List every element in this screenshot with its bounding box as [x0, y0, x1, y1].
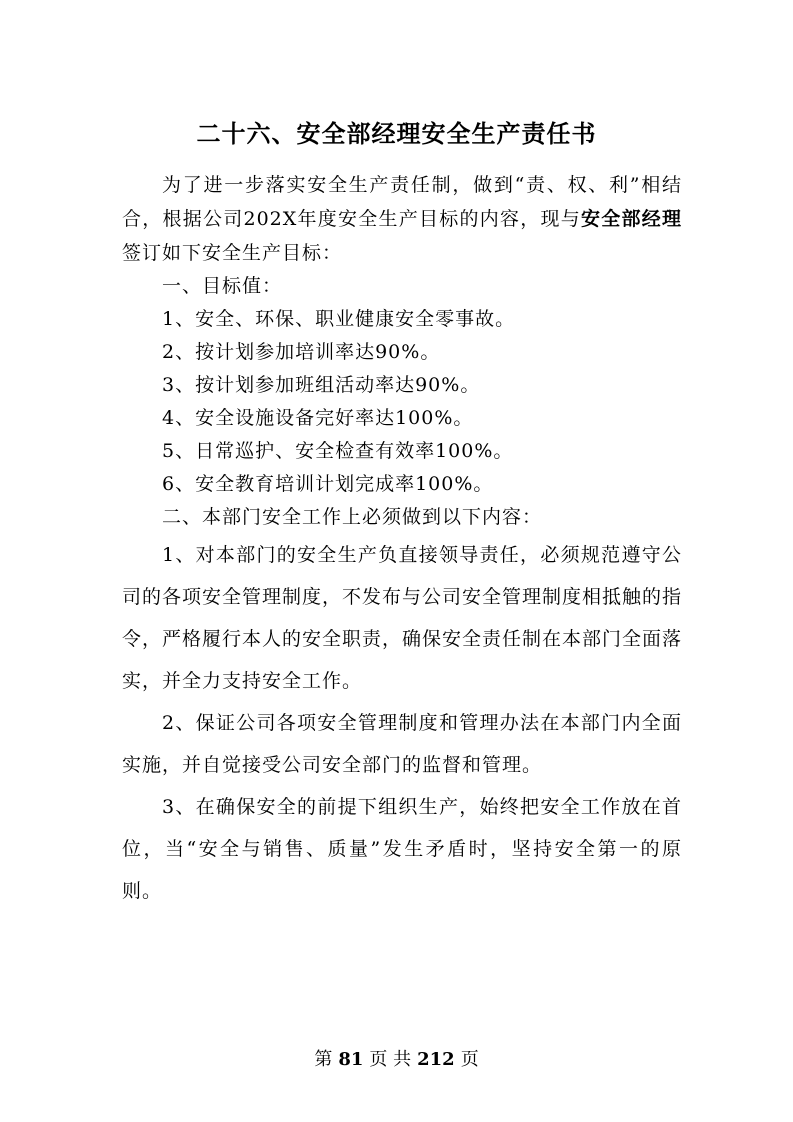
target-item-1: 1、安全、环保、职业健康安全零事故。	[162, 308, 516, 330]
target-item-4: 4、安全设施设备完好率达100%。	[162, 407, 474, 429]
duty-paragraph-3: 3、在确保安全的前提下组织生产，始终把安全工作放在首位，当“安全与销售、质量”发生矛盾时，坚持安全第一的原则。	[122, 796, 682, 902]
intro-text-after: 签订如下安全生产目标：	[122, 242, 343, 264]
intro-text-bold: 安全部经理	[581, 208, 682, 230]
footer-suffix: 页	[460, 1049, 479, 1070]
page-footer	[0, 1045, 793, 1071]
section2-heading: 二、本部门安全工作上必须做到以下内容：	[162, 506, 543, 528]
target-item-3: 3、按计划参加班组活动率达90%。	[162, 374, 481, 396]
duty-paragraph-2: 2、保证公司各项安全管理制度和管理办法在本部门内全面实施，并自觉接受公司安全部门的监督和管理。	[122, 712, 682, 776]
footer-prefix: 第	[314, 1049, 333, 1070]
duty-paragraph-1: 1、对本部门的安全生产负直接领导责任，必须规范遵守公司的各项安全管理制度，不发布与公司安全管理制度相抵触的指令，严格履行本人的安全职责，确保安全责任制在本部门全面落实，并全力支持安全工作。	[122, 544, 683, 692]
target-item-2: 2、按计划参加培训率达90%。	[162, 341, 441, 363]
document-title: 二十六、安全部经理安全生产责任书	[196, 119, 597, 148]
page-number: 81	[338, 1049, 364, 1070]
target-item-5: 5、日常巡护、安全检查有效率100%。	[162, 440, 514, 462]
intro-text-before: 为了进一步落实安全生产责任制，做到“责、权、利”相结合，根据公司202X年度安全生产目标的内容，现与	[122, 174, 682, 230]
total-pages: 212	[417, 1049, 455, 1070]
section1-heading: 一、目标值：	[162, 275, 283, 297]
intro-paragraph	[122, 168, 682, 270]
footer-middle: 页 共	[369, 1049, 412, 1070]
document-body	[122, 168, 682, 912]
target-item-6: 6、安全教育培训计划完成率100%。	[162, 473, 494, 495]
